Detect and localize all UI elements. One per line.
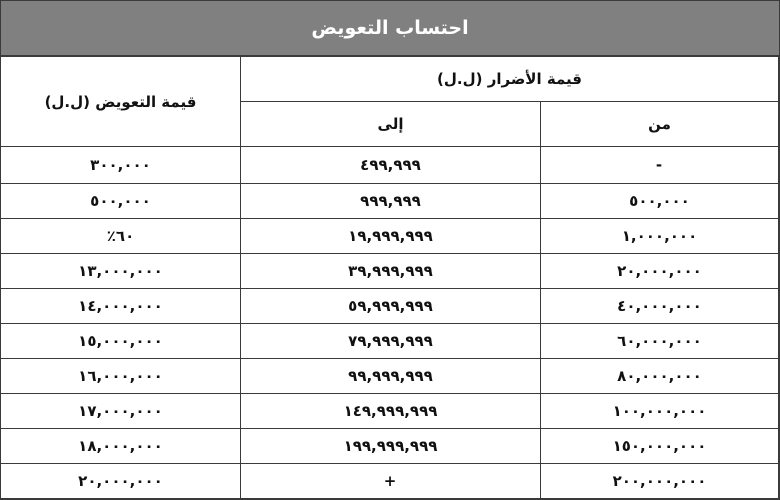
cell-from: ٨٠,٠٠٠,٠٠٠ <box>541 359 779 394</box>
table-row <box>1 324 779 359</box>
table-row <box>1 394 779 429</box>
cell-compensation: ٦٠٪ <box>1 219 241 254</box>
table-row <box>1 254 779 289</box>
cell-from: ٢٠,٠٠٠,٠٠٠ <box>541 254 779 289</box>
cell-to: ١٩٩,٩٩٩,٩٩٩ <box>241 429 541 464</box>
table-row <box>1 359 779 394</box>
cell-to: ٧٩,٩٩٩,٩٩٩ <box>241 324 541 359</box>
compensation-table <box>0 56 779 499</box>
cell-from: ٤٠,٠٠٠,٠٠٠ <box>541 289 779 324</box>
cell-from: ١٠٠,٠٠٠,٠٠٠ <box>541 394 779 429</box>
cell-compensation: ١٦,٠٠٠,٠٠٠ <box>1 359 241 394</box>
cell-to: ١٤٩,٩٩٩,٩٩٩ <box>241 394 541 429</box>
cell-compensation: ١٥,٠٠٠,٠٠٠ <box>1 324 241 359</box>
cell-compensation: ١٤,٠٠٠,٠٠٠ <box>1 289 241 324</box>
cell-compensation: ١٧,٠٠٠,٠٠٠ <box>1 394 241 429</box>
cell-to: ٣٩,٩٩٩,٩٩٩ <box>241 254 541 289</box>
table-row <box>1 184 779 219</box>
table-row <box>1 289 779 324</box>
table-row <box>1 219 779 254</box>
cell-from: ١,٠٠٠,٠٠٠ <box>541 219 779 254</box>
cell-compensation: ٢٠,٠٠٠,٠٠٠ <box>1 464 241 499</box>
damage-value-header: قيمة الأضرار (ل.ل) <box>241 57 779 102</box>
cell-from: ٥٠٠,٠٠٠ <box>541 184 779 219</box>
cell-compensation: ١٣,٠٠٠,٠٠٠ <box>1 254 241 289</box>
cell-from: ١٥٠,٠٠٠,٠٠٠ <box>541 429 779 464</box>
cell-from: - <box>541 147 779 184</box>
cell-to: + <box>241 464 541 499</box>
cell-to: ٩٩٩,٩٩٩ <box>241 184 541 219</box>
compensation-value-header: قيمة التعويض (ل.ل) <box>1 57 241 147</box>
cell-from: ٢٠٠,٠٠٠,٠٠٠ <box>541 464 779 499</box>
cell-to: ١٩,٩٩٩,٩٩٩ <box>241 219 541 254</box>
table-title: احتساب التعويض <box>1 1 779 56</box>
cell-compensation: ٥٠٠,٠٠٠ <box>1 184 241 219</box>
cell-from: ٦٠,٠٠٠,٠٠٠ <box>541 324 779 359</box>
table-row <box>1 147 779 184</box>
to-header: إلى <box>241 102 541 147</box>
cell-to: ٥٩,٩٩٩,٩٩٩ <box>241 289 541 324</box>
cell-to: ٩٩,٩٩٩,٩٩٩ <box>241 359 541 394</box>
cell-compensation: ١٨,٠٠٠,٠٠٠ <box>1 429 241 464</box>
table-row <box>1 429 779 464</box>
from-header: من <box>541 102 779 147</box>
table-row <box>1 464 779 499</box>
cell-compensation: ٣٠٠,٠٠٠ <box>1 147 241 184</box>
cell-to: ٤٩٩,٩٩٩ <box>241 147 541 184</box>
